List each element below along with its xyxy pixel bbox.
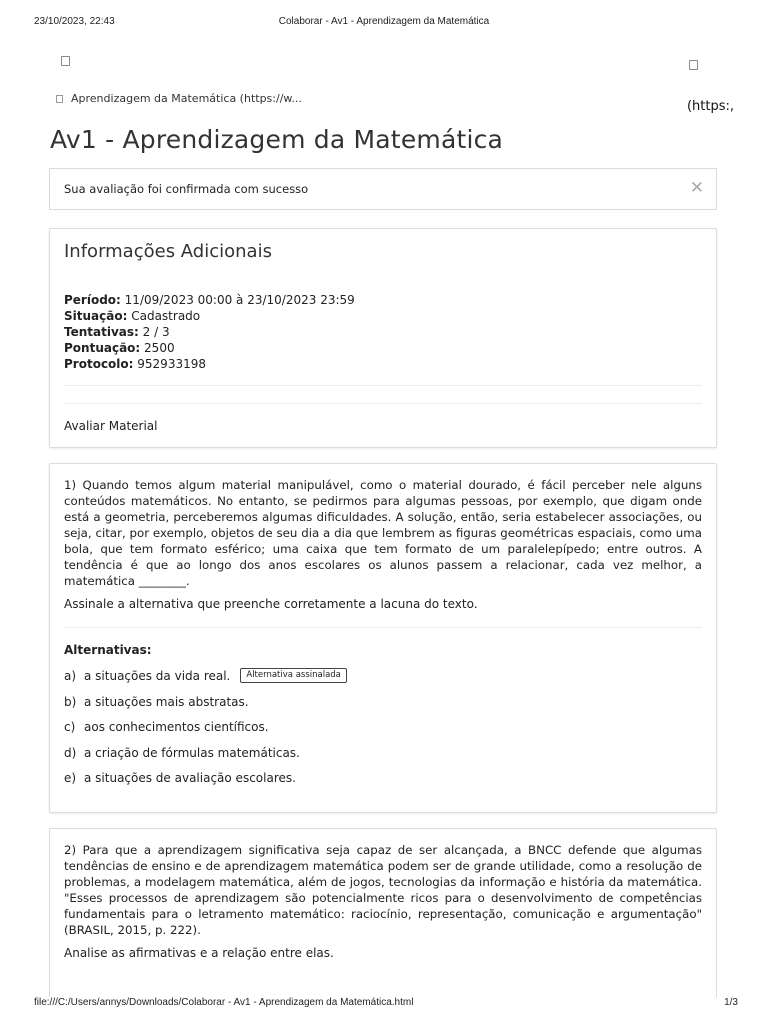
alternative-d[interactable] bbox=[64, 746, 347, 772]
info-heading: Informações Adicionais bbox=[64, 241, 272, 262]
question-2-instruction: Analise as afirmativas e a relação entre elas. bbox=[64, 946, 334, 960]
breadcrumb-icon bbox=[56, 95, 63, 103]
info-list bbox=[64, 292, 355, 372]
placeholder-icon bbox=[689, 60, 698, 70]
breadcrumb[interactable] bbox=[56, 92, 302, 105]
info-row-protocolo bbox=[64, 356, 355, 372]
info-row-periodo bbox=[64, 292, 355, 308]
info-row-situacao bbox=[64, 308, 355, 324]
alternative-letter: c) bbox=[64, 720, 76, 734]
info-label: Período: bbox=[64, 293, 121, 307]
breadcrumb-link[interactable]: Aprendizagem da Matemática (https://w... bbox=[71, 92, 302, 105]
selected-badge: Alternativa assinalada bbox=[240, 668, 347, 683]
divider bbox=[64, 403, 702, 404]
info-label: Pontuação: bbox=[64, 341, 141, 355]
alternative-letter: a) bbox=[64, 669, 77, 683]
alternative-text: a situações de avaliação escolares. bbox=[84, 771, 296, 785]
close-icon[interactable]: ✕ bbox=[689, 178, 704, 198]
breadcrumb-overflow-text: (https:, bbox=[686, 99, 734, 114]
info-card bbox=[49, 228, 717, 448]
question-2-text: 2) Para que a aprendizagem significativa seja capaz de ser alcançada, a BNCC defende que algumas tendências de ensino e de aprendizagem matemática podem ser de grande utilidade, como a resolução de problemas, a modelagem matemática, além de jogos, tecnologias da informação e história da matemática. "Esses processos de aprendizagem são potencialmente ricos para o desenvolvimento de competências fundamentais para o letramento matemático: raciocínio, representação, comunicação e argumentação" (BRASIL, 2015, p. 222). bbox=[64, 843, 702, 937]
success-alert bbox=[49, 168, 717, 210]
info-label: Tentativas: bbox=[64, 325, 139, 339]
alternatives-title: Alternativas: bbox=[64, 643, 152, 657]
info-value: Cadastrado bbox=[131, 309, 201, 323]
alternative-b[interactable] bbox=[64, 695, 347, 721]
alert-message: Sua avaliação foi confirmada com sucesso bbox=[64, 182, 309, 196]
alternative-c[interactable] bbox=[64, 720, 347, 746]
print-footer bbox=[0, 997, 768, 1013]
info-row-pontuacao bbox=[64, 340, 355, 356]
info-label: Situação: bbox=[64, 309, 128, 323]
print-title: Colaborar - Av1 - Aprendizagem da Matemática bbox=[278, 16, 490, 27]
alternative-text: a situações mais abstratas. bbox=[84, 694, 249, 709]
alternative-text: a criação de fórmulas matemáticas. bbox=[84, 745, 300, 760]
alternatives-list bbox=[64, 669, 347, 797]
alternative-letter: e) bbox=[64, 771, 77, 785]
divider bbox=[64, 385, 702, 386]
placeholder-icon bbox=[61, 56, 70, 66]
rate-material-link[interactable]: Avaliar Material bbox=[64, 419, 158, 433]
info-value: 11/09/2023 00:00 à 23/10/2023 23:59 bbox=[124, 293, 355, 307]
alternative-letter: b) bbox=[64, 694, 77, 709]
info-value: 2500 bbox=[144, 341, 175, 355]
print-header bbox=[0, 16, 768, 32]
print-file-path: file:///C:/Users/annys/Downloads/Colaborar - Av1 - Aprendizagem da Matemática.html bbox=[34, 997, 414, 1008]
question-1-text: 1) Quando temos algum material manipulável, como o material dourado, é fácil perceber nele alguns conteúdos matemáticos. No entanto, se pedirmos para algumas pessoas, por exemplo, que digam onde está a geometria, perceberemos algumas dificuldades. A solução, então, seria estabelecer associações, ou seja, citar, por exemplo, objetos de seu dia a dia que lembrem as figuras geométricas espaciais, como uma bola, que tem formato esférico; uma caixa que tem formato de um paralelepípedo; entre outros. A tendência é que ao longo dos anos escolares os alunos passem a relacionar, cada vez melhor, a matemática ________. bbox=[64, 478, 702, 588]
info-row-tentativas bbox=[64, 324, 355, 340]
alternative-letter: d) bbox=[64, 745, 77, 760]
info-label: Protocolo: bbox=[64, 357, 134, 371]
alternative-a[interactable] bbox=[64, 669, 347, 695]
page-title: Av1 - Aprendizagem da Matemática bbox=[50, 125, 504, 154]
question-1-card bbox=[49, 463, 717, 813]
print-page-number: 1/3 bbox=[724, 997, 738, 1008]
print-date: 23/10/2023, 22:43 bbox=[34, 16, 115, 27]
alternative-e[interactable] bbox=[64, 771, 347, 797]
alternative-text: a situações da vida real. bbox=[84, 669, 231, 683]
info-value: 2 / 3 bbox=[142, 325, 170, 339]
alternative-text: aos conhecimentos científicos. bbox=[84, 720, 269, 734]
divider bbox=[64, 627, 702, 628]
question-1-instruction: Assinale a alternativa que preenche corretamente a lacuna do texto. bbox=[64, 597, 478, 611]
question-2-card bbox=[49, 828, 717, 998]
info-value: 952933198 bbox=[137, 357, 206, 371]
